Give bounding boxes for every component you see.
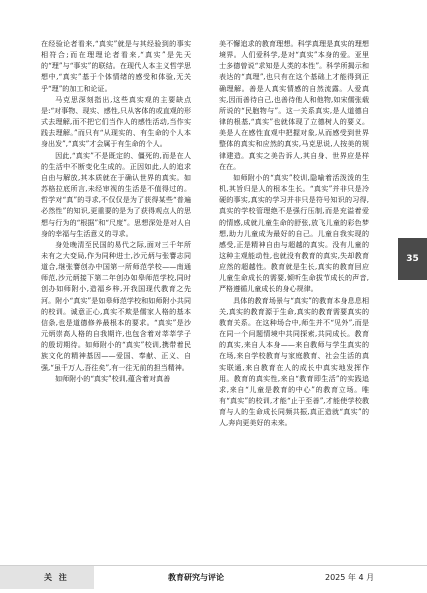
left-text-column <box>41 38 191 384</box>
paragraph: 在经验论者看来,“真实”就是与其经验到的事实相符合;而在理理论者看来,“真实”是先天的“理”与“事实”的联结。在现代人本主义哲学思想中,“真实”基于个体情绪的感受和体验,无关乎“理”的加工和论证。 <box>41 39 191 93</box>
paragraph: 身处晚清至民国的易代之际,面对三千年所未有之大变局,作为同种进士,沙元炳与张謇志同道合,继张謇创办中国第一所师范学校——南通师范,沙元炳接下第二年创办如皋师范学校,同时创办如师附小,造福乡梓,开我国现代教育之先河。附小“真实”是如皋师范学校和如师附小共同的校训。诚意正心,真实不欺是儒家人格的基本信条,也是道德修养最根本的要求。“真实”是沙元炳崇高人格的自我期许,也包含着对莘莘学子的殷切期待。如师附小的“真实”校训,携带着民族文化的精神基因——爱国、奉献、正义、自强,“虽千万人,吾往矣”,有一往无前的担当精神。 <box>41 239 191 372</box>
page-footer <box>0 565 427 593</box>
paragraph: 美不懈追求的教育理想。科学真理是真实的理想境界。人们爱科学,是对“真实”本身的爱。亚里士多德曾说“求知是人类的本性”。科学所揭示和表达的“真理”,也只有在这个基础上才能得到正确理解。善是人真实情感的自然流露。人爱真实,因而善待自己,也善待他人和他物,如宋儒张载所说的“民胞物与”。这一关系真实,是人道德自律的根基,“真实”也就体现了立德树人的要义。美是人在感性直观中把握对象,从而感受到世界整体的真实和应然的真实,马克思说,人按美的规律建造。真实之美告诉人,其自身、世界应是样在在。 <box>219 39 369 171</box>
right-text-column <box>219 38 369 428</box>
paragraph: 如师附小的“真实”校训,隐喻着活泼泼的生机,其旨归是人的根本生长。“真实”并非只是冷硬的事实,真实的学习并非只是符号知识的习得,真实的学校管理绝不是强行压制,而是充溢着爱的情感,成就儿童生命的舒张,放飞儿童的彩色梦想,助力儿童成为最好的自己。儿童自我实现的感受,正是精神自由与超越的真实。没有儿童的这种主观能动性,也就没有教育的真实,失却教育应然的超越性。教育就是生长,真实的教育回应儿童生命成长的需要,倾听生命拔节成长的声音,严格遵循儿童成长的身心规律。 <box>219 172 369 294</box>
issue-date: 2025 年 4 月 <box>325 573 375 582</box>
journal-title: 教育研究与评论 <box>168 573 224 582</box>
paragraph: 具体的教育场景与“真实”的教育本身息息相关,真实的教育源于生命,真实的教育需要真实的教育关系。在这种场合中,师生并不“见外”,而是在同一个问题情境中共同探索,共同成长。教育的真实,来自人本身——来自教师与学生真实的在场,来自学校教育与家庭教育、社会生活的真实联通,来自教育在人的成长中真实地发挥作用。教育的真实性,来自“教育即生活”的实践追求,来自“儿童是教育的中心”的教育立场。唯有“真实”的校训,才能“止于至善”,才能使学校教育与人的生命成长同频共振,真正造就“真实”的人,奔向更美好的未来。 <box>219 295 369 428</box>
section-label: 关 注 <box>0 566 94 589</box>
paragraph: 如师附小的“真实”校训,蕴含着对真善 <box>55 373 171 383</box>
page-number-tab: 35 <box>398 238 427 280</box>
paragraph: 马克思深刻指出,这些真实观的主要缺点是:“对事物、现实、感性,只从客体的或直观的形式去理解,而不把它们当作人的感性活动,当作实践去理解。”而只有“从现实的、有生命的个人本身出发”,“真实”才会属于有生命的个人。 <box>41 94 191 149</box>
paragraph: 因此,“真实”不是既定的、僵死的,而是在人的生活中不断变化生成的。正因如此,人的追求自由与解放,其本质就在于确认世界的真实。如苏格拉底所言,未经审视的生活是不值得过的。哲学对“真”的寻求,不仅仅是为了获得某些“普遍必然性”的知识,更重要的是为了获得观点人的思想与行为的“根据”和“尺度”。思想深处是对人自身的幸福与生活意义的寻求。 <box>41 150 191 238</box>
